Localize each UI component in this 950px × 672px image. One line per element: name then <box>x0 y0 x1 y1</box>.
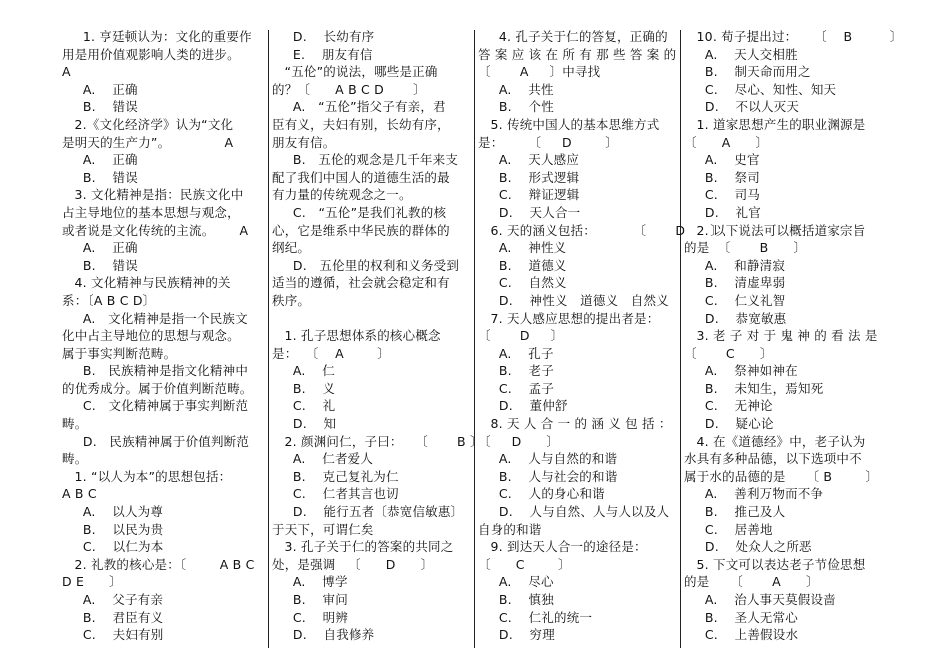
text-line: 2. 以下说法可以概括道家宗旨 <box>684 222 866 238</box>
text-line: D. 礼官 <box>684 204 761 220</box>
text-line: A. 史官 <box>684 152 760 168</box>
text-line: C. 居善地 <box>684 521 773 537</box>
text-line: A. 以人为尊 <box>62 504 164 520</box>
text-line: 配了我们中国人的道德生活的最 <box>272 169 450 185</box>
text-line: 是明天的生产力”。 A <box>62 134 234 150</box>
text-line: 7. 天人感应思想的提出者是： <box>478 310 660 326</box>
text-line: A. 天人交相胜 <box>684 46 798 62</box>
text-line: C. 无神论 <box>684 398 773 414</box>
text-line: 用是用价值观影响人类的进步。 <box>62 46 240 62</box>
text-line: A. 尽心 <box>478 574 554 590</box>
text-line: A. 和静清寂 <box>684 257 786 273</box>
text-line: D. 疑心论 <box>684 416 774 432</box>
text-line: 自身的和谐 <box>478 521 542 537</box>
column-divider <box>680 30 681 648</box>
text-line: 水具有多种品德，以下选项中不 <box>684 451 862 467</box>
text-line: A. 神性义 <box>478 240 567 256</box>
text-line: C. 上善假设水 <box>684 627 799 643</box>
text-line: C. 以仁为本 <box>62 539 164 555</box>
text-line: 2. 礼教的核心是：〔 A B C <box>62 556 255 572</box>
text-line: C. 尽心、知性、知天 <box>684 81 837 97</box>
text-line: 适当的遵循，社会就会稳定和有 <box>272 275 450 291</box>
text-line: 4. 孔子关于仁的答复，正确的 <box>478 29 668 44</box>
text-line: C. 人的身心和谐 <box>478 486 605 502</box>
text-line: 或者说是文化传统的主流。 A <box>62 222 249 238</box>
text-line: 〔 C 〕 <box>478 556 571 572</box>
text-line: B. 人与社会的和谐 <box>478 468 618 484</box>
text-line: B. 祭司 <box>684 169 760 185</box>
text-line: B. 以民为贵 <box>62 521 164 537</box>
text-line: A. 孔子 <box>478 345 554 361</box>
text-line: B. 圣人无常心 <box>684 609 799 625</box>
text-line: B. 老子 <box>478 363 554 379</box>
text-line: C. 辩证逻辑 <box>478 187 580 203</box>
text-line: C. 礼 <box>272 398 336 414</box>
text-line: 畴。 <box>62 416 88 432</box>
text-line: 〔 D 〕 <box>478 328 564 344</box>
text-line: B. 义 <box>272 380 336 396</box>
text-line: 的优秀成分。属于价值判断范畴。 <box>62 380 253 396</box>
text-line: 于天下，可谓仁矣 <box>272 521 374 537</box>
column-divider <box>268 30 269 648</box>
text-line: B. 错误 <box>62 169 138 185</box>
text-line: 〔 D 〕 <box>478 433 560 449</box>
text-line: D. 恭宽敏惠 <box>684 310 787 326</box>
text-column-2 <box>272 28 483 648</box>
text-line: 4. 在《道德经》中，老子认为 <box>684 433 866 449</box>
text-line: A. 共性 <box>478 81 554 97</box>
text-line: A. 人与自然的和谐 <box>478 451 618 467</box>
text-line: D. 神性义 道德义 自然义 <box>478 292 669 308</box>
text-line: A. 博学 <box>272 574 348 590</box>
text-line: A <box>62 64 71 80</box>
text-line: C. 仁礼的统一 <box>478 609 593 625</box>
text-line: 〔 C 〕 <box>684 345 773 361</box>
text-line: D. 知 <box>272 416 337 432</box>
text-line: B. 君臣有义 <box>62 609 164 625</box>
text-line: 占主导地位的基本思想与观念， <box>62 204 240 220</box>
text-line: C. 司马 <box>684 187 761 203</box>
text-line: 的是 〔 B 〕 <box>684 240 807 256</box>
text-line: B. 错误 <box>62 257 138 273</box>
column-lines <box>684 28 903 644</box>
text-line: 3. 文化精神是指：民族文化中 <box>62 187 244 203</box>
text-line: D. 人与自然、人与人以及人 <box>478 504 670 520</box>
text-line: 朋友有信。 <box>272 134 336 150</box>
text-line: 秩序。 <box>272 292 311 308</box>
text-line: 2. 颜渊问仁，子曰： 〔 B 〕 <box>272 433 483 449</box>
text-line: 9. 到达天人合一的途径是： <box>478 539 647 555</box>
text-line: 属于事实判断范畴。 <box>62 345 177 361</box>
text-line: 3. 孔子关于仁的答案的共同之 <box>272 539 454 555</box>
text-line: C. 仁义礼智 <box>684 292 786 308</box>
column-divider <box>474 30 475 648</box>
text-line: 1. 孔子思想体系的核心概念 <box>272 328 441 344</box>
text-line: A. 正确 <box>62 240 138 256</box>
text-line: D. 五伦里的权利和义务受到 <box>272 257 460 273</box>
text-line: E. 朋友有信 <box>272 46 373 62</box>
text-line: B. 清虚卑弱 <box>684 275 786 291</box>
text-line: D E 〕 <box>62 574 122 590</box>
text-line: B. 民族精神是指文化精神中 <box>62 363 249 379</box>
text-line: B. 慎独 <box>478 592 554 607</box>
text-line: D. 长幼有序 <box>272 29 375 44</box>
text-line: 的是 〔 A 〕 <box>684 574 819 590</box>
text-line: C. 文化精神属于事实判断范 <box>62 398 249 414</box>
text-line: A. 正确 <box>62 152 138 168</box>
text-line: B. 形式逻辑 <box>478 169 580 185</box>
text-line: 处，是强调 〔 D 〕 <box>272 556 434 572</box>
text-line: A. 文化精神是指一个民族文 <box>62 310 248 326</box>
text-line: B. 五伦的观念是几千年来支 <box>272 152 459 168</box>
text-line: 3. 老 子 对 于 鬼 神 的 看 法 是 <box>684 328 878 344</box>
text-line: D. 自我修养 <box>272 627 375 643</box>
text-line: B. 错误 <box>62 99 138 115</box>
text-line: B. 道德义 <box>478 257 567 273</box>
text-line: C. “五伦”是我们礼教的核 <box>272 204 447 220</box>
text-line: A. 父子有亲 <box>62 592 164 607</box>
text-column-1 <box>62 28 264 648</box>
text-line: 的？〔 A B C D 〕 <box>272 81 426 97</box>
text-line: 心，它是维系中华民族的群体的 <box>272 222 450 238</box>
text-line: C. 孟子 <box>478 380 555 396</box>
text-line: 1. 道家思想产生的职业渊源是 <box>684 116 866 132</box>
text-line: D. 不以人灭天 <box>684 99 800 115</box>
text-line: B. 制天命而用之 <box>684 64 811 80</box>
text-line: 〔 A 〕 <box>684 134 769 150</box>
text-line: 臣有义，夫妇有别，长幼有序， <box>272 116 450 132</box>
text-line: 5. 传统中国人的基本思维方式 <box>478 116 660 132</box>
text-line: D. 能行五者〔恭宽信敏惠〕 <box>272 504 464 520</box>
text-line: 8. 天 人 合 一 的 涵 义 包 括 ： <box>478 416 672 432</box>
text-line: C. 夫妇有别 <box>62 627 164 643</box>
text-line: B. 审问 <box>272 592 348 607</box>
text-line: A. 天人感应 <box>478 152 580 168</box>
text-line: A. 治人事天莫假设啬 <box>684 592 836 607</box>
text-line: 是： 〔 D 〕 <box>478 134 618 150</box>
text-line: 1. 亨廷顿认为：文化的重要作 <box>62 29 252 44</box>
text-line: 4. 文化精神与民族精神的关 <box>62 275 231 291</box>
text-line: 纲纪。 <box>272 240 311 256</box>
column-lines <box>62 28 264 644</box>
text-line: 2.《文化经济学》认为“文化 <box>62 116 234 132</box>
text-line: D. 穷理 <box>478 627 555 643</box>
text-line: 属于水的品德的是 〔 B 〕 <box>684 468 879 484</box>
column-lines <box>272 28 483 644</box>
text-line: 6. 天的涵义包括： 〔 D 〕 <box>478 222 723 238</box>
text-line: A. 正确 <box>62 81 138 97</box>
text-line: B. 推己及人 <box>684 504 786 520</box>
text-line: 5. 下文可以表达老子节俭思想 <box>684 556 866 572</box>
text-line: 10. 荀子提出过： 〔 B 〕 <box>684 29 903 44</box>
text-line: A. 仁者爱人 <box>272 451 374 467</box>
text-line: 有力量的传统观念之一。 <box>272 187 412 203</box>
text-line: 畴。 <box>62 451 88 467</box>
text-line: B. 个性 <box>478 99 554 115</box>
text-line: D. 处众人之所恶 <box>684 539 812 555</box>
text-line: D. 董仲舒 <box>478 398 568 414</box>
text-line: A. 祭神如神在 <box>684 363 798 379</box>
text-line: A. “五伦”指父子有亲，君 <box>272 99 446 115</box>
text-line: 1. “以人为本”的思想包括： <box>62 468 232 484</box>
text-line: C. 自然义 <box>478 275 567 291</box>
text-line: C. 仁者其言也讱 <box>272 486 399 502</box>
text-line: D. 天人合一 <box>478 204 581 220</box>
text-line: D. 民族精神属于价值判断范 <box>62 433 250 449</box>
text-line: 答 案 应 该 在 所 有 那 些 答 案 的 <box>478 46 677 62</box>
text-line: “五伦”的说法，哪些是正确 <box>272 64 438 80</box>
text-line: B. 未知生，焉知死 <box>684 380 824 396</box>
text-line: 系：〔A B C D〕 <box>62 292 156 308</box>
text-line: 〔 A 〕中寻找 <box>478 64 601 80</box>
text-column-4 <box>684 28 903 648</box>
text-line <box>272 310 468 328</box>
text-line: C. 明辨 <box>272 609 349 625</box>
text-line: B. 克己复礼为仁 <box>272 468 399 484</box>
text-line: A. 仁 <box>272 363 335 379</box>
text-line: A. 善利万物而不争 <box>684 486 824 502</box>
text-line: 化中占主导地位的思想与观念。 <box>62 328 240 344</box>
text-line: A B C <box>62 486 97 502</box>
text-line: 是： 〔 A 〕 <box>272 345 390 361</box>
